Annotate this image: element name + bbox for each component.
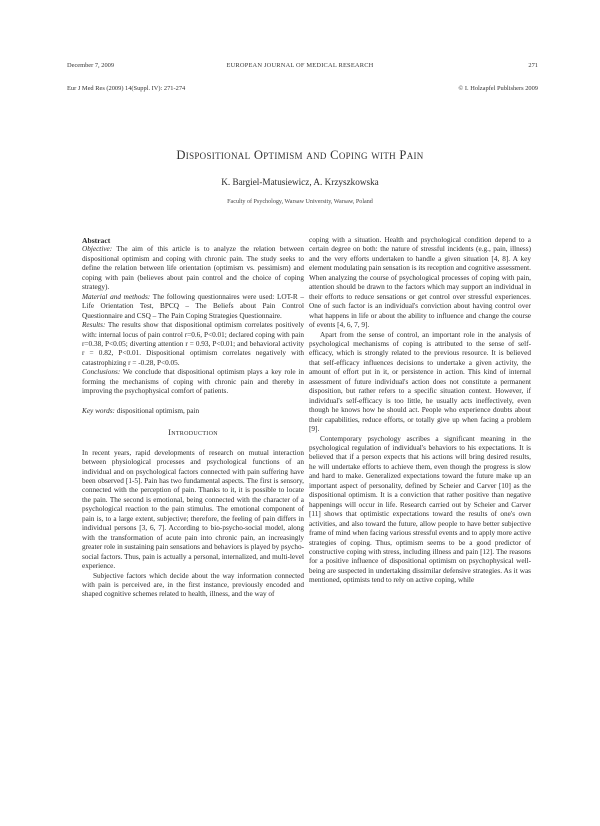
publication-date: December 7, 2009 bbox=[67, 62, 115, 69]
citation: Eur J Med Res (2009) 14(Suppl. IV): 271-274 bbox=[67, 85, 186, 92]
page-number: 271 bbox=[528, 62, 538, 69]
intro-paragraph: coping with a situation. Health and psychological condition depend to a certain degree on both: the nature of stressful incidents (e.g., pain, illness) and the very efforts undertaken to handle a given situation [4, 8]. A key element modulating pain sensation is its reception and cognitive assessment. When analyzing the course of psychological processes of coping with pain, attention should be drawn to the factors which may support an individual in their efforts to reduce sensations or get control over stressful experiences. One of such factor is an individual's conviction about having control over what happens in life or about the ability to influence and change the course of events [4, 6, 7, 9]. bbox=[309, 236, 531, 330]
right-column bbox=[309, 236, 531, 586]
article-authors: K. Bargiel-Matusiewicz, A. Krzyszkowska bbox=[221, 177, 379, 187]
abstract-objective bbox=[82, 245, 304, 292]
article-affiliation: Faculty of Psychology, Warsaw University, Warsaw, Poland bbox=[227, 199, 373, 205]
abstract-heading: Abstract bbox=[82, 236, 111, 245]
intro-paragraph: In recent years, rapid developments of research on mutual interaction between physiological processes and psychological functions of an individual and on psychological factors connected with pain suffering have been observed [1-5]. Pain has two fundamental aspects. The first is sensory, connected with the perception of pain. Thanks to it, it is possible to locate the pain. The second is emotional, being connected with the character of a psychological reaction to the pain stimulus. The emotional component of pain is, to a large extent, subjective; therefore, the feeling of pain differs in individual persons [3, 6, 7]. According to bio-psycho-social model, along with the transformation of acute pain into chronic pain, an increasingly greater role in sustaining pain sensations and behaviors is played by psycho-social factors. Thus, pain is actually a personal, internalized, and multi-level experience. bbox=[82, 448, 304, 571]
results-text: The results show that dispositional optimism correlates positively with: internal locus of pain control r=0.6, P<0.01; declared coping with pain r=0.38, P<0.05; diverting attention r = 0.93, P<0.01; and behavioral activity r = 0.82, P<0.01. Dispositional optimism correlates negatively with catastrophizing r = -0.28, P<0.05. bbox=[82, 321, 304, 367]
keywords bbox=[82, 407, 304, 416]
abstract-results bbox=[82, 321, 304, 368]
intro-paragraph: Contemporary psychology ascribes a significant meaning in the psychological regulation of individual's behaviors to his expectations. It is believed that if a person expects that his actions will bring desired results, he will undertake efforts to achieve them, even though the progress is slow and hard to make. Generalized expectations toward the future make up an important aspect of personality, defined by Scheier and Carver [10] as the dispositional optimism. It is a conviction that rather positive than negative happenings will occur in life. Research carried out by Scheier and Carver [11] shows that optimistic expectations toward the results of one's own activities, and also toward the future, allow people to have better subjective frame of mind when facing various stressful events and to apply more active strategies of coping. Thus, optimism seems to be a good predictor of constructive coping with stress, including illness and pain [12]. The reasons for a positive influence of dispositional optimism on psychophysical well-being are suspected in undertaking dissimilar defensive strategies. As it was mentioned, optimists tend to rely on active coping, while bbox=[309, 434, 531, 585]
intro-paragraph: Subjective factors which decide about the way information connected with pain is perceived are, in the first instance, previously encoded and shaped cognitive schemes related to health, illness, and the way of bbox=[82, 571, 304, 599]
results-label: Results: bbox=[82, 321, 106, 330]
keywords-label: Key words: bbox=[82, 406, 115, 415]
conclusions-label: Conclusions: bbox=[82, 368, 121, 377]
left-column bbox=[82, 236, 304, 600]
intro-paragraph: Apart from the sense of control, an important role in the analysis of psychological mechanisms of coping is attributed to the sense of self-efficacy, which is strongly related to the previous resource. It is believed that self-efficacy influences decisions to undertake a given activity, the amount of effort put in it, or persistence in action. This kind of internal assessment of future individual's action does not constitute a permanent disposition, but rather refers to a specific situation context. However, if individual's self-efficacy is too little, he usually acts ineffectively, even though he knows how he should act. People who experience doubts about their capabilities, reduce efforts, or totally give up when facing a problem [9]. bbox=[309, 330, 531, 434]
methods-label: Material and methods: bbox=[82, 292, 151, 301]
article-title: Dispositional Optimism and Coping with Pain bbox=[176, 148, 424, 162]
introduction-heading: Introduction bbox=[168, 428, 218, 438]
methods-text: The following questionnaires were used: LOT-R – Life Orientation Test, BPCQ – The Beliefs about Pain Control Questionnaire and CSQ – The Pain Coping Strategies Questionnaire. bbox=[82, 292, 304, 320]
objective-text: The aim of this article is to analyze the relation between dispositional optimism and coping with chronic pain. The study seeks to define the relation between life orientation (optimism vs. pessimism) and coping with pain (believes about pain control and the choice of coping strategy). bbox=[82, 245, 304, 292]
keywords-text: dispositional optimism, pain bbox=[114, 406, 200, 415]
conclusions-text: We conclude that dispositional optimism plays a key role in forming the mechanisms of coping with chronic pain and thereby in improving the psychophysical comfort of patients. bbox=[82, 368, 304, 396]
abstract-conclusions bbox=[82, 368, 304, 396]
copyright: © I. Holzapfel Publishers 2009 bbox=[458, 85, 538, 92]
journal-name: EUROPEAN JOURNAL OF MEDICAL RESEARCH bbox=[226, 62, 374, 69]
objective-label: Objective: bbox=[82, 245, 113, 254]
abstract-methods bbox=[82, 293, 304, 321]
